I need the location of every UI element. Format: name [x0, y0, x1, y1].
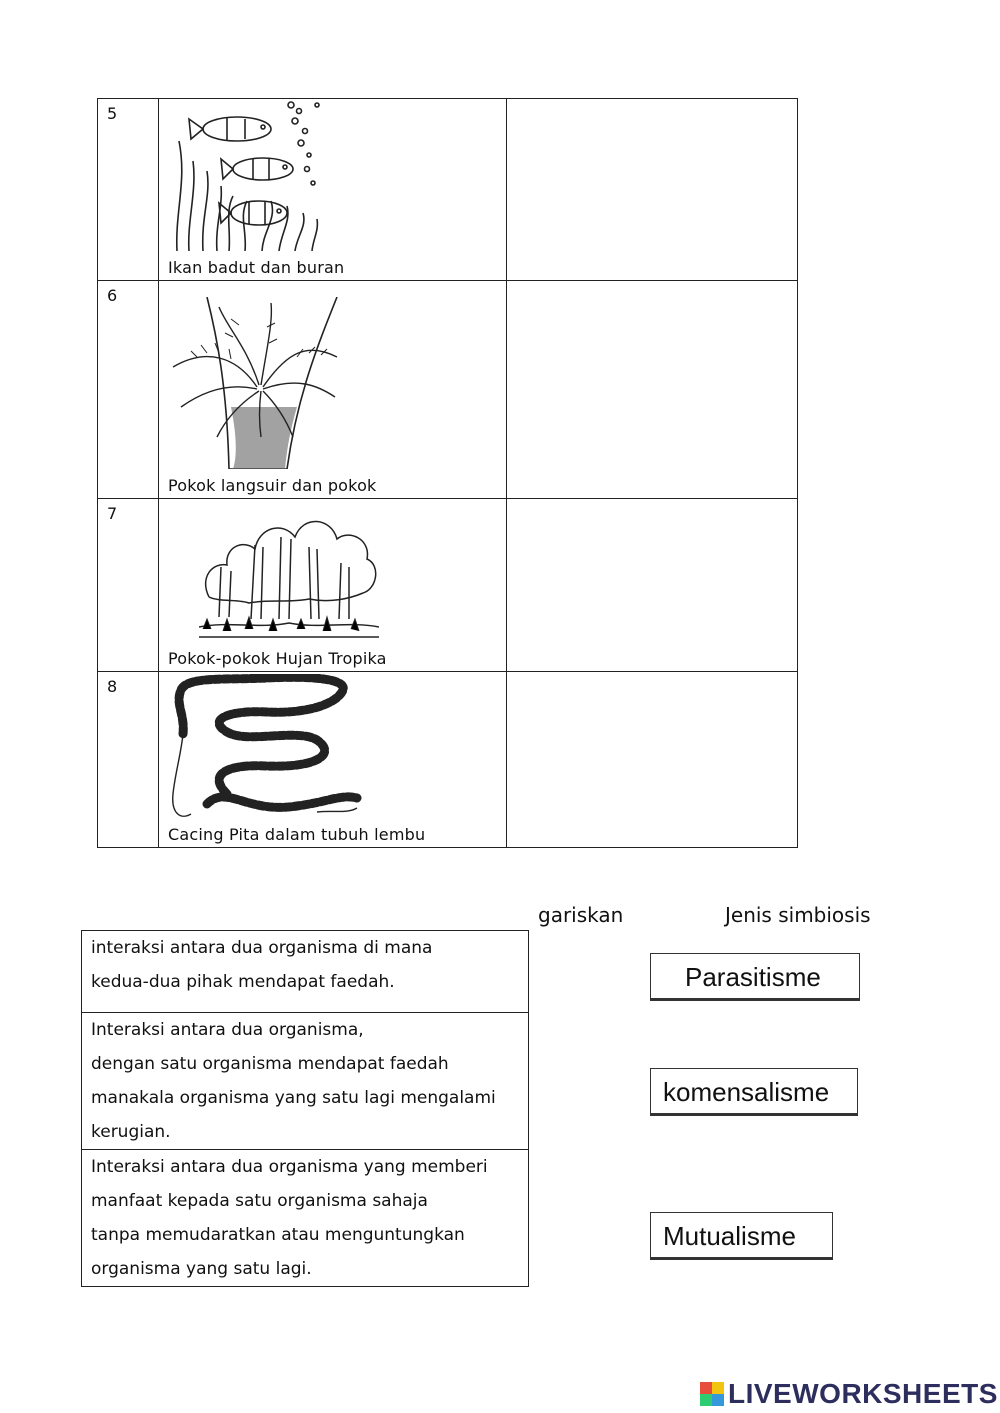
- tapeworm-illustration: [167, 674, 367, 824]
- row-number: 8: [107, 677, 118, 696]
- clownfish-anemone-illustration: [167, 101, 327, 251]
- definition-line: manfaat kepada satu organisma sahaja: [91, 1191, 428, 1211]
- definition-line: Interaksi antara dua organisma yang memberi: [91, 1157, 488, 1177]
- answer-option-komensalisme[interactable]: komensalisme: [650, 1068, 858, 1114]
- table-row: [98, 672, 798, 848]
- definition-row: [82, 1013, 529, 1150]
- liveworksheets-icon: [700, 1382, 724, 1406]
- symbiosis-type-header: Jenis simbiosis: [725, 903, 871, 927]
- definition-line: dengan satu organisma mendapat faedah: [91, 1054, 449, 1074]
- definition-line: Interaksi antara dua organisma,: [91, 1020, 364, 1040]
- definition-line: interaksi antara dua organisma di mana: [91, 938, 433, 958]
- row-number: 7: [107, 504, 118, 523]
- definition-line: tanpa memudaratkan atau menguntungkan: [91, 1225, 465, 1245]
- row-caption: Cacing Pita dalam tubuh lembu: [168, 825, 426, 844]
- answer-cell[interactable]: [507, 499, 798, 672]
- answer-option-mutualisme[interactable]: Mutualisme: [650, 1212, 833, 1258]
- row-caption: Pokok-pokok Hujan Tropika: [168, 649, 387, 668]
- answer-cell[interactable]: [507, 99, 798, 281]
- table-row: [98, 281, 798, 499]
- answer-option-parasitisme[interactable]: Parasitisme: [650, 953, 860, 999]
- definition-row: [82, 1150, 529, 1287]
- answer-cell[interactable]: [507, 281, 798, 499]
- answer-cell[interactable]: [507, 672, 798, 848]
- table-row: [98, 99, 798, 281]
- definition-table: [81, 930, 529, 1287]
- brand-name: LIVEWORKSHEETS: [728, 1378, 998, 1409]
- row-caption: Pokok langsuir dan pokok: [168, 476, 377, 495]
- definition-line: kerugian.: [91, 1122, 171, 1142]
- row-caption: Ikan badut dan buran: [168, 258, 345, 277]
- definition-line: organisma yang satu lagi.: [91, 1259, 312, 1279]
- definition-line: kedua-dua pihak mendapat faedah.: [91, 972, 395, 992]
- table-row: [98, 499, 798, 672]
- rainforest-trees-illustration: [199, 507, 379, 645]
- row-number: 6: [107, 286, 118, 305]
- organism-table: [97, 98, 798, 848]
- liveworksheets-logo: [700, 1378, 998, 1410]
- row-number: 5: [107, 104, 118, 123]
- underline-header: gariskan: [538, 903, 624, 927]
- definition-line: manakala organisma yang satu lagi mengalami: [91, 1088, 496, 1108]
- birds-nest-fern-on-tree-illustration: [167, 297, 347, 469]
- definition-row: [82, 931, 529, 1013]
